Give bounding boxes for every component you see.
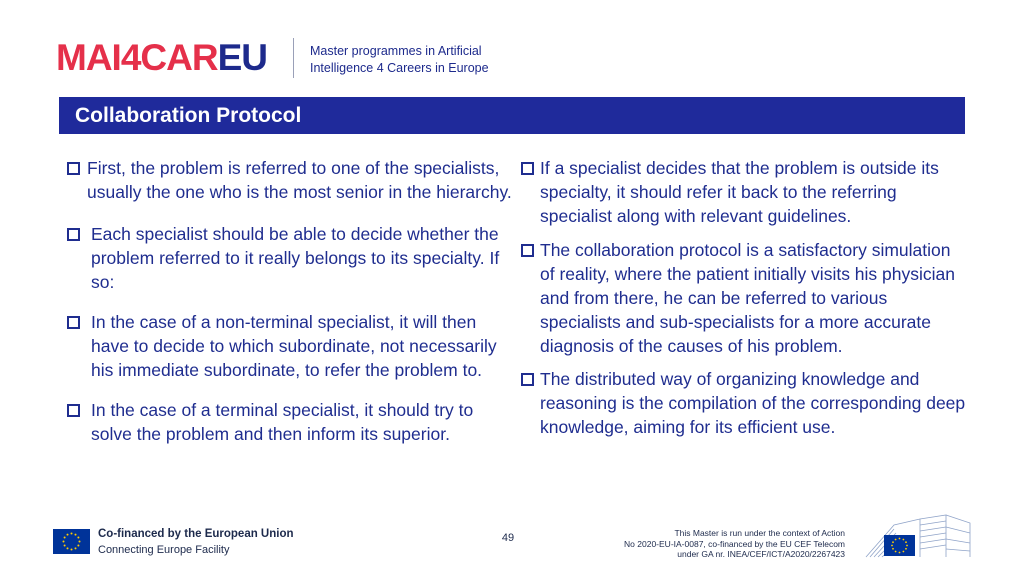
title-bar [59,97,965,134]
checkbox-square-icon [521,162,534,175]
checkbox-square-icon [521,373,534,386]
footer-note-line-2: No 2020-EU-IA-0087, co-financed by the EU CEF Telecom [624,538,845,549]
bullet-text: Each specialist should be able to decide whether the problem referred to it really belongs to its specialty. If so: [91,224,500,292]
cofinanced-label: Co-financed by the European Union [98,528,294,540]
checkbox-square-icon [67,162,80,175]
bullet-item [67,222,517,294]
tagline-line-2: Intelligence 4 Careers in Europe [310,61,489,75]
cef-label: Connecting Europe Facility [98,544,230,556]
mai4careu-logo [56,38,267,78]
bullet-item [67,398,517,446]
left-column [67,156,517,446]
bullet-text: The distributed way of organizing knowledge and reasoning is the compilation of the corresponding deep knowledge, aiming for its efficient use. [540,369,966,437]
bullet-item [67,310,517,382]
eu-flag-icon [53,529,90,554]
logo-divider [293,38,294,78]
logo-part-red: MAI4CAR [56,37,218,78]
bullet-item [521,238,966,358]
tagline [310,43,489,77]
slide-title: Collaboration Protocol [75,104,302,127]
bullet-text: In the case of a non-terminal specialist, it will then have to decide to which subordinate, not necessarily his immediate subordinate, to refer the problem to. [91,312,497,380]
checkbox-square-icon [67,316,80,329]
bullet-item [521,156,966,228]
bullet-text: If a specialist decides that the problem is outside its specialty, it should refer it back to the referring specialist along with relevant guidelines. [540,158,939,226]
logo-part-navy: EU [217,37,267,78]
right-column [521,156,966,439]
bullet-item [521,367,966,439]
bullet-text: The collaboration protocol is a satisfactory simulation of reality, where the patient initially visits his physician and from there, he can be referred to various specialists and sub-specialists for a more accurate diagnosis of the causes of his problem. [540,240,956,356]
checkbox-square-icon [67,228,80,241]
bullet-text: In the case of a terminal specialist, it should try to solve the problem and then inform its superior. [91,400,474,444]
page-number: 49 [501,532,515,544]
checkbox-square-icon [521,244,534,257]
bullet-text: First, the problem is referred to one of the specialists, usually the one who is the most senior in the hierarchy. [87,158,512,202]
berlaymont-building-icon [864,513,972,559]
footer-note [624,528,845,560]
footer-note-line-3: under GA nr. INEA/CEF/ICT/A2020/2267423 [677,549,845,559]
checkbox-square-icon [67,404,80,417]
bullet-item [67,156,517,204]
tagline-line-1: Master programmes in Artificial [310,44,482,58]
footer-note-line-1: This Master is run under the context of Action [674,528,845,538]
